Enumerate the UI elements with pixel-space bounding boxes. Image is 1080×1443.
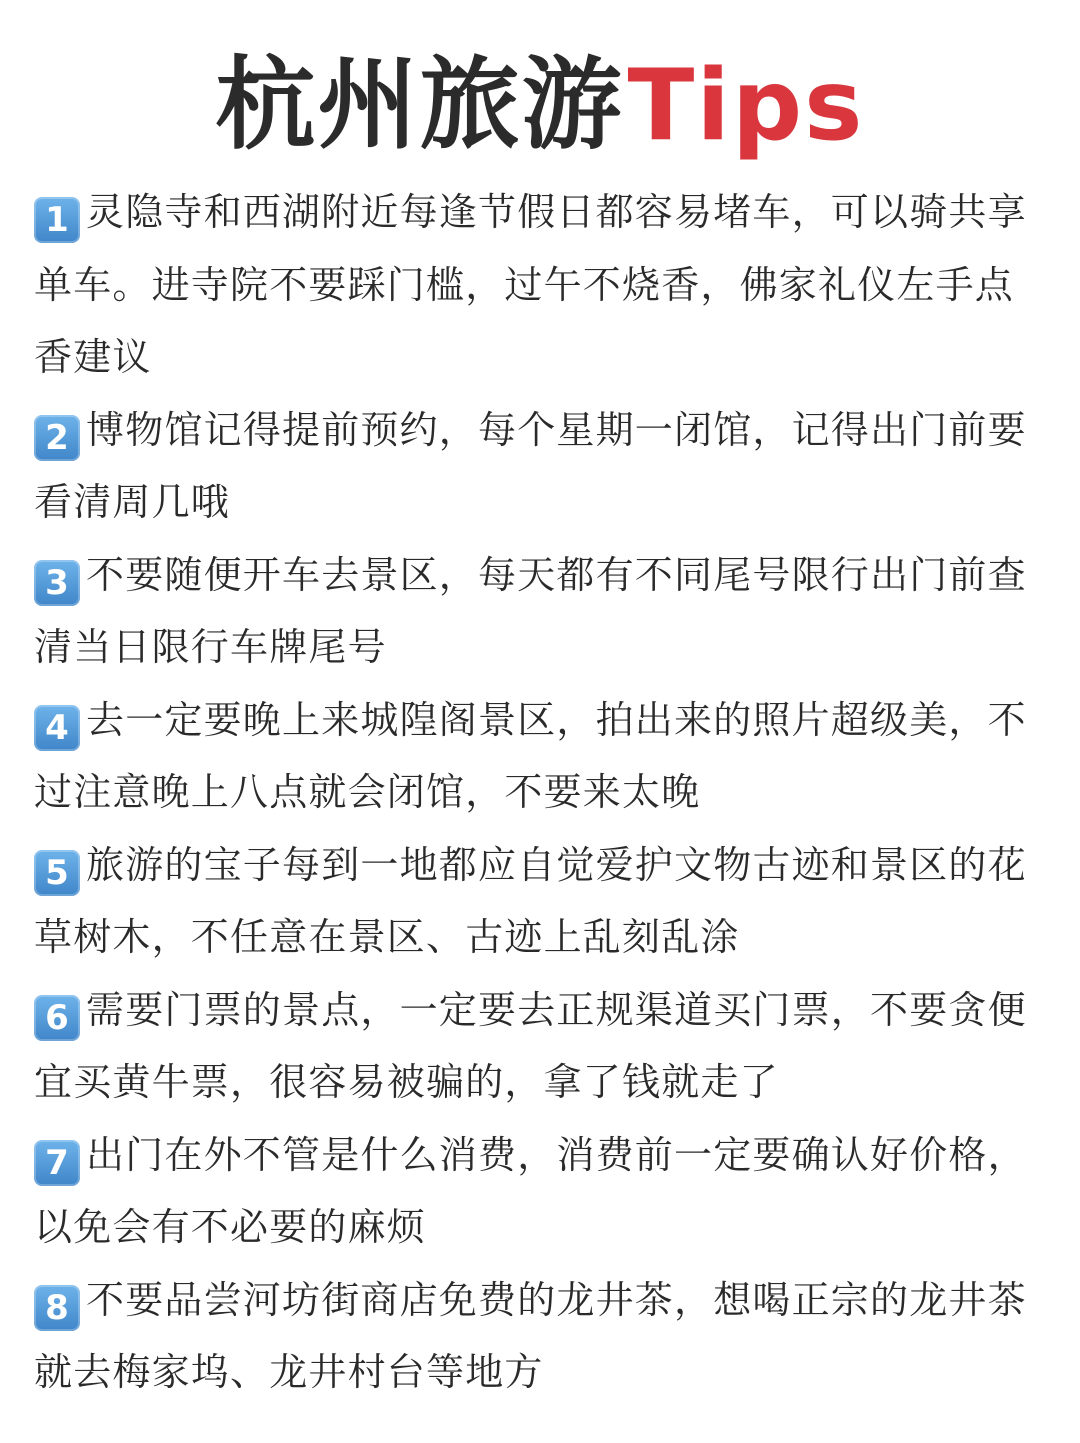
page-title (0, 40, 1080, 170)
tip-text: 去一定要晚上来城隍阁景区，拍出来的照片超级美，不过注意晚上八点就会闭馆，不要来太晚 (34, 697, 1027, 814)
tip-text: 出门在外不管是什么消费，消费前一定要确认好价格，以免会有不必要的麻烦 (34, 1132, 1027, 1249)
tip-item (34, 829, 1050, 974)
number-badge-icon: 4 (34, 705, 80, 751)
tip-item (34, 974, 1050, 1119)
number-badge-icon: 7 (34, 1140, 80, 1186)
tip-item (34, 1119, 1050, 1264)
number-badge-icon: 5 (34, 850, 80, 896)
tip-text: 旅游的宝子每到一地都应自觉爱护文物古迹和景区的花草树木，不任意在景区、古迹上乱刻乱涂 (34, 842, 1027, 959)
number-badge-icon: 2 (34, 415, 80, 461)
tips-list (34, 176, 1050, 1409)
tip-item (34, 394, 1050, 539)
tip-text: 不要随便开车去景区，每天都有不同尾号限行出门前查清当日限行车牌尾号 (34, 552, 1027, 669)
number-badge-icon: 8 (34, 1285, 80, 1331)
tip-item (34, 539, 1050, 684)
number-badge-icon: 3 (34, 560, 80, 606)
title-tips: Tips (627, 49, 865, 163)
tip-item (34, 176, 1050, 394)
tip-text: 博物馆记得提前预约，每个星期一闭馆，记得出门前要看清周几哦 (34, 407, 1027, 524)
tip-item (34, 684, 1050, 829)
title-chinese: 杭州旅游 (215, 46, 624, 163)
tip-text: 灵隐寺和西湖附近每逢节假日都容易堵车，可以骑共享单车。进寺院不要踩门槛，过午不烧香，佛家礼仪左手点香建议 (34, 190, 1027, 379)
tip-item (34, 1264, 1050, 1409)
number-badge-icon: 1 (34, 197, 80, 243)
number-badge-icon: 6 (34, 995, 80, 1041)
tip-text: 不要品尝河坊街商店免费的龙井茶，想喝正宗的龙井茶就去梅家坞、龙井村台等地方 (34, 1277, 1027, 1394)
tip-text: 需要门票的景点，一定要去正规渠道买门票，不要贪便宜买黄牛票，很容易被骗的，拿了钱就走了 (34, 987, 1027, 1104)
